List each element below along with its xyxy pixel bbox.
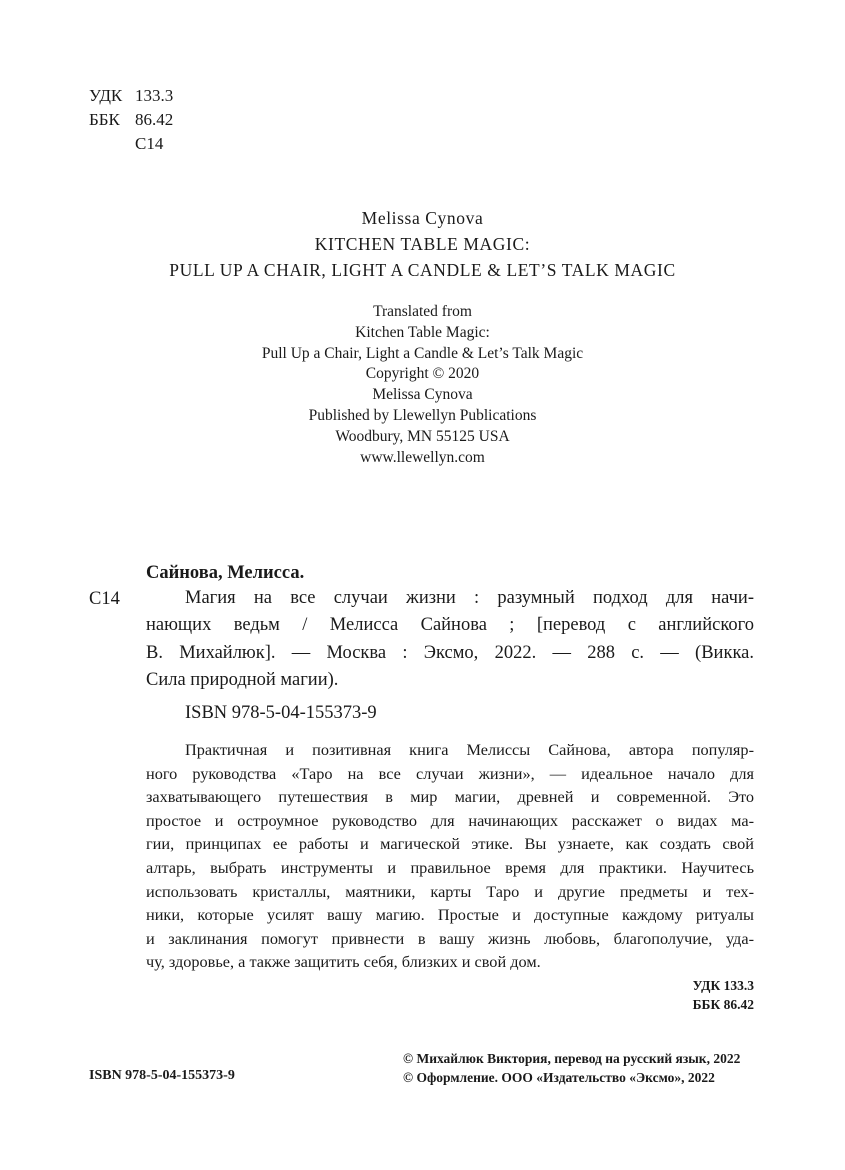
bib-line: В. Михайлюк]. — Москва : Эксмо, 2022. — 288 с. — (Викка. xyxy=(146,642,754,663)
bib-description xyxy=(146,585,754,695)
annotation-line: ного руководства «Таро на все случаи жизни», — идеальное начало для xyxy=(146,763,754,783)
author-sign-row xyxy=(89,132,173,156)
annotation-line: простое и остроумное руководство для начинающих расскажет о видах ма- xyxy=(146,810,754,830)
codes-right-block xyxy=(693,977,754,1014)
annotation-line: чу, здоровье, а также защитить себя, близких и свой дом. xyxy=(146,952,541,972)
bib-isbn: ISBN 978-5-04-155373-9 xyxy=(185,703,377,723)
bib-line: нающих ведьм / Мелисса Сайнова ; [перевод с английского xyxy=(146,615,754,636)
credit-line: www.llewellyn.com xyxy=(360,448,485,466)
bbk-value: 86.42 xyxy=(135,110,174,129)
annotation-line: и заклинания помогут привнести в вашу жизнь любовь, благополучие, уда- xyxy=(146,928,754,948)
classification-block xyxy=(89,84,173,156)
bbk-code-right: ББК 86.42 xyxy=(692,996,754,1012)
annotation-line: использовать кристаллы, маятники, карты Таро и другие предметы и тех- xyxy=(146,881,754,901)
bib-line: Сила природной магии). xyxy=(146,670,339,691)
bib-author-heading: Сайнова, Мелисса. xyxy=(146,563,305,583)
bib-line: Магия на все случаи жизни : разумный подход для начи- xyxy=(185,588,754,608)
credit-line: Copyright © 2020 xyxy=(365,365,480,383)
udk-key: УДК xyxy=(89,86,123,105)
credit-line: Translated from xyxy=(373,303,472,320)
credit-line: Kitchen Table Magic: xyxy=(355,323,490,341)
annotation-paragraph xyxy=(146,738,754,974)
credit-line: Published by Llewellyn Publications xyxy=(308,406,537,424)
author-sign: С14 xyxy=(135,134,164,153)
footer-isbn: ISBN 978-5-04-155373-9 xyxy=(89,1068,235,1083)
annotation-line: гии, принципах ее работы и магической этике. Вы узнаете, как создать свой xyxy=(146,834,754,854)
credit-line: Melissa Cynova xyxy=(372,386,473,404)
annotation-line: Практичная и позитивная книга Мелиссы Сайнова, автора популяр- xyxy=(185,740,754,759)
original-title-block xyxy=(0,205,845,283)
original-title-line2: PULL UP A CHAIR, LIGHT A CANDLE & LET’S TALK MAGIC xyxy=(169,260,676,280)
copyright-block xyxy=(403,1050,740,1087)
original-title-line1: KITCHEN TABLE MAGIC: xyxy=(314,234,531,254)
udk-row xyxy=(89,84,173,108)
copyright-translation: © Михайлюк Виктория, перевод на русский язык, 2022 xyxy=(403,1051,741,1066)
credit-line: Woodbury, MN 55125 USA xyxy=(335,427,510,445)
copyright-design: © Оформление. ООО «Издательство «Эксмо», 2022 xyxy=(403,1069,715,1085)
bbk-row xyxy=(89,108,173,132)
udk-code-right: УДК 133.3 xyxy=(692,978,754,993)
credit-line: Pull Up a Chair, Light a Candle & Let’s Talk Magic xyxy=(261,344,584,362)
original-author: Melissa Cynova xyxy=(361,208,484,228)
annotation-line: алтарь, выбрать инструменты и правильное время для практики. Научитесь xyxy=(146,857,754,877)
udk-value: 133.3 xyxy=(135,86,174,105)
bbk-key: ББК xyxy=(89,110,120,129)
annotation-line: захватывающего путешествия в мир магии, древней и современной. Это xyxy=(146,787,754,807)
original-credits-block xyxy=(0,302,845,468)
annotation-line: ники, которые усилят вашу магию. Простые и доступные каждому ритуалы xyxy=(146,905,754,925)
bib-code: С14 xyxy=(89,589,120,609)
